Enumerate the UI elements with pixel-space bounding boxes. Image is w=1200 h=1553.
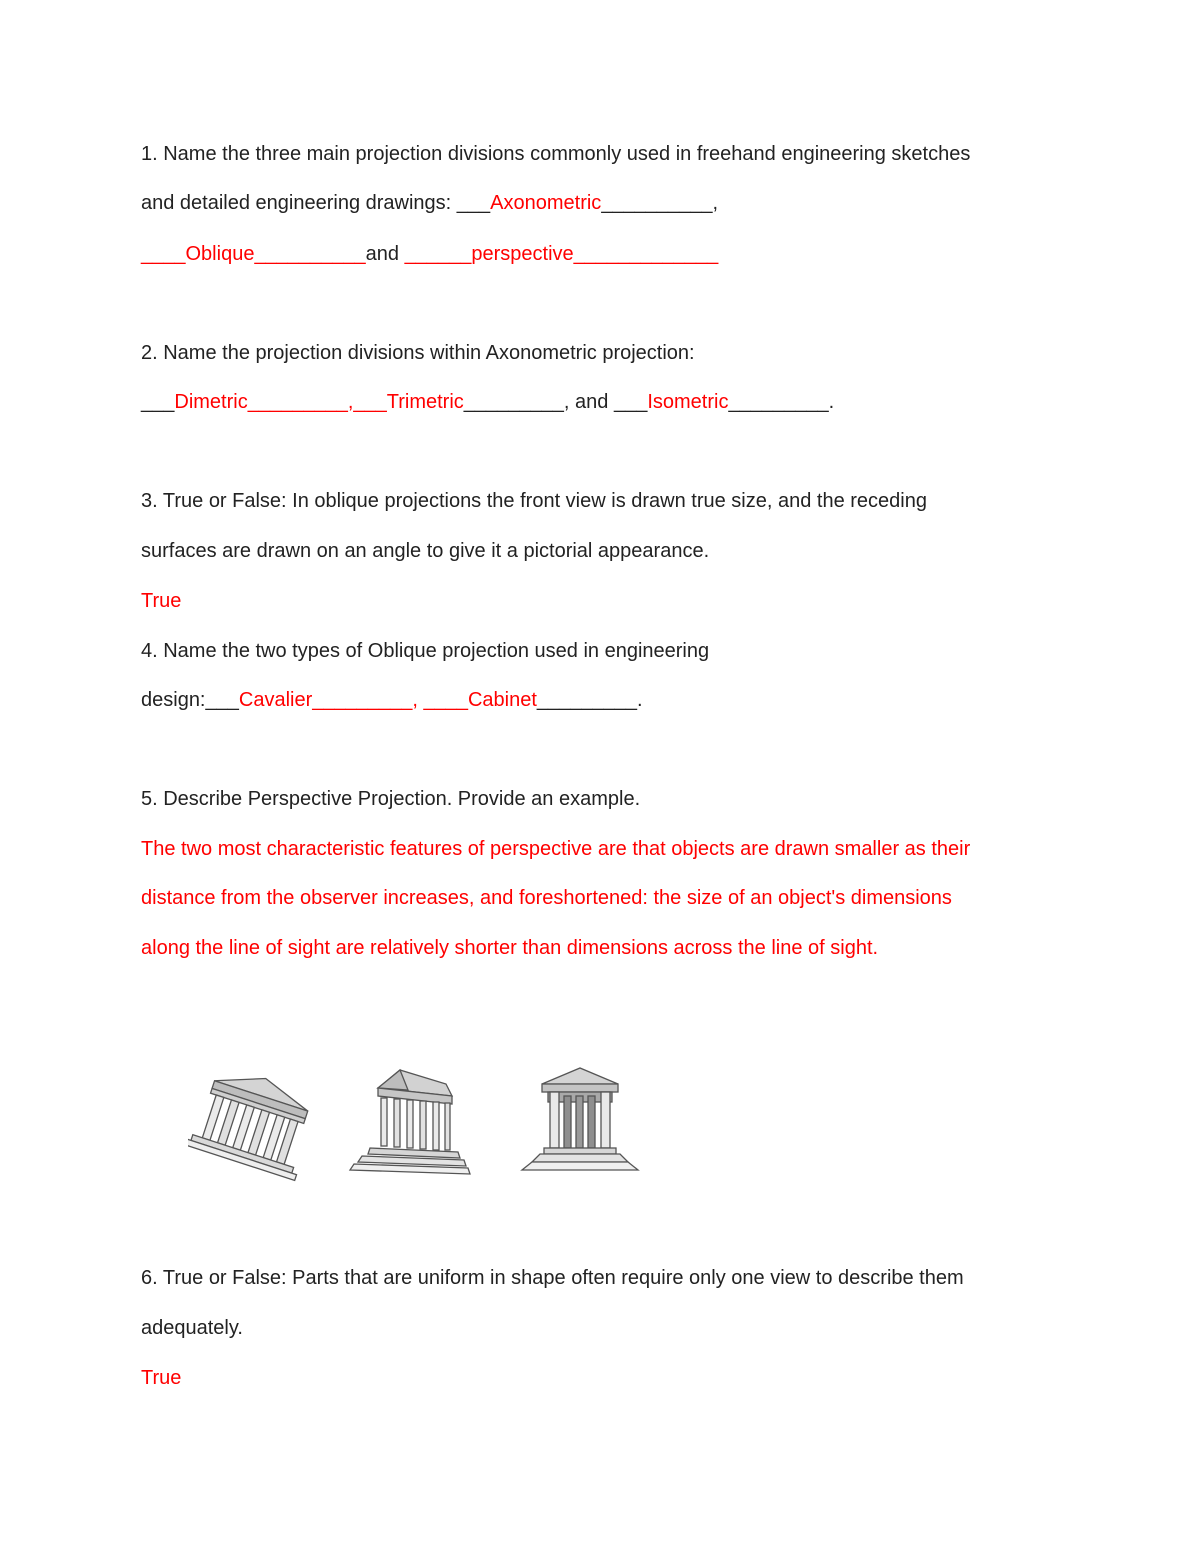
q3-answer: True [141, 590, 182, 612]
temple-illustrations [180, 1062, 660, 1197]
temple-oblique-illustration [348, 1062, 473, 1192]
q1-blank2-pre: ____ [141, 243, 186, 265]
q2-a2-post: _________ [463, 391, 564, 413]
q1-comma: , [712, 192, 719, 214]
q1-answer3: perspective [471, 243, 574, 265]
q4-line2 [141, 688, 643, 712]
q4-end: . [637, 689, 643, 711]
q1-blank3-pre: ______ [404, 243, 472, 265]
q1-blank1-post: __________ [601, 192, 713, 214]
q2-end: . [828, 391, 835, 413]
q6-answer: True [141, 1367, 182, 1389]
q1-line2 [141, 191, 718, 215]
q1-and: and [365, 243, 405, 265]
temple-axonometric-illustration [188, 1062, 313, 1192]
q4-answer2: Cabinet [467, 689, 537, 711]
q1-line1: 1. Name the three main projection divisions commonly used in freehand engineering sketches [141, 143, 971, 165]
q1-blank1-pre: ___ [456, 192, 491, 214]
q4-prefix: design: [141, 689, 206, 711]
q6-line1: 6. True or False: Parts that are uniform in shape often require only one view to describe them [141, 1267, 964, 1289]
q5-answer-line3: along the line of sight are relatively shorter than dimensions across the line of sight. [141, 937, 879, 959]
q4-line1: 4. Name the two types of Oblique projection used in engineering [141, 640, 710, 662]
q5-answer-line1: The two most characteristic features of perspective are that objects are drawn smaller as their [141, 838, 971, 860]
q4-a1-pre: ___ [205, 689, 239, 711]
q1-answer2: Oblique [185, 243, 255, 265]
q6-line2: adequately. [141, 1317, 243, 1339]
q4-a1-post: _________ [312, 689, 413, 711]
q3-line1: 3. True or False: In oblique projections the front view is drawn true size, and the receding [141, 490, 927, 512]
q1-line2-prefix: and detailed engineering drawings: [141, 192, 457, 214]
temple-perspective-illustration [518, 1062, 643, 1192]
q2-answer2: Trimetric [386, 391, 464, 413]
q1-answer1: Axonometric [490, 192, 602, 214]
q2-a3-pre: ___ [613, 391, 648, 413]
q4-sep: , [412, 689, 424, 711]
q2-a1-post: _________ [247, 391, 348, 413]
q1-blank3-post: _____________ [573, 243, 719, 265]
q2-a3-post: _________ [728, 391, 829, 413]
q4-a2-pre: ____ [423, 689, 468, 711]
q4-a2-post: _________ [536, 689, 638, 711]
q4-answer1: Cavalier [238, 689, 313, 711]
q2-answer3: Isometric [647, 391, 729, 413]
q2-answer1: Dimetric [174, 391, 248, 413]
q2-line1: 2. Name the projection divisions within Axonometric projection: [141, 342, 695, 364]
q2-answers [141, 390, 834, 414]
q2-a1-pre: ___ [141, 391, 175, 413]
q2-a2-pre: ___ [353, 391, 387, 413]
q5-answer-line2: distance from the observer increases, and foreshortened: the size of an object's dimensions [141, 887, 952, 909]
q1-blank2-post: __________ [254, 243, 366, 265]
q1-line3 [141, 242, 718, 266]
q2-sep1: , [347, 391, 354, 413]
q2-sep2: , and [563, 391, 614, 413]
q5-line1: 5. Describe Perspective Projection. Provide an example. [141, 788, 641, 810]
q3-line2: surfaces are drawn on an angle to give it a pictorial appearance. [141, 540, 710, 562]
